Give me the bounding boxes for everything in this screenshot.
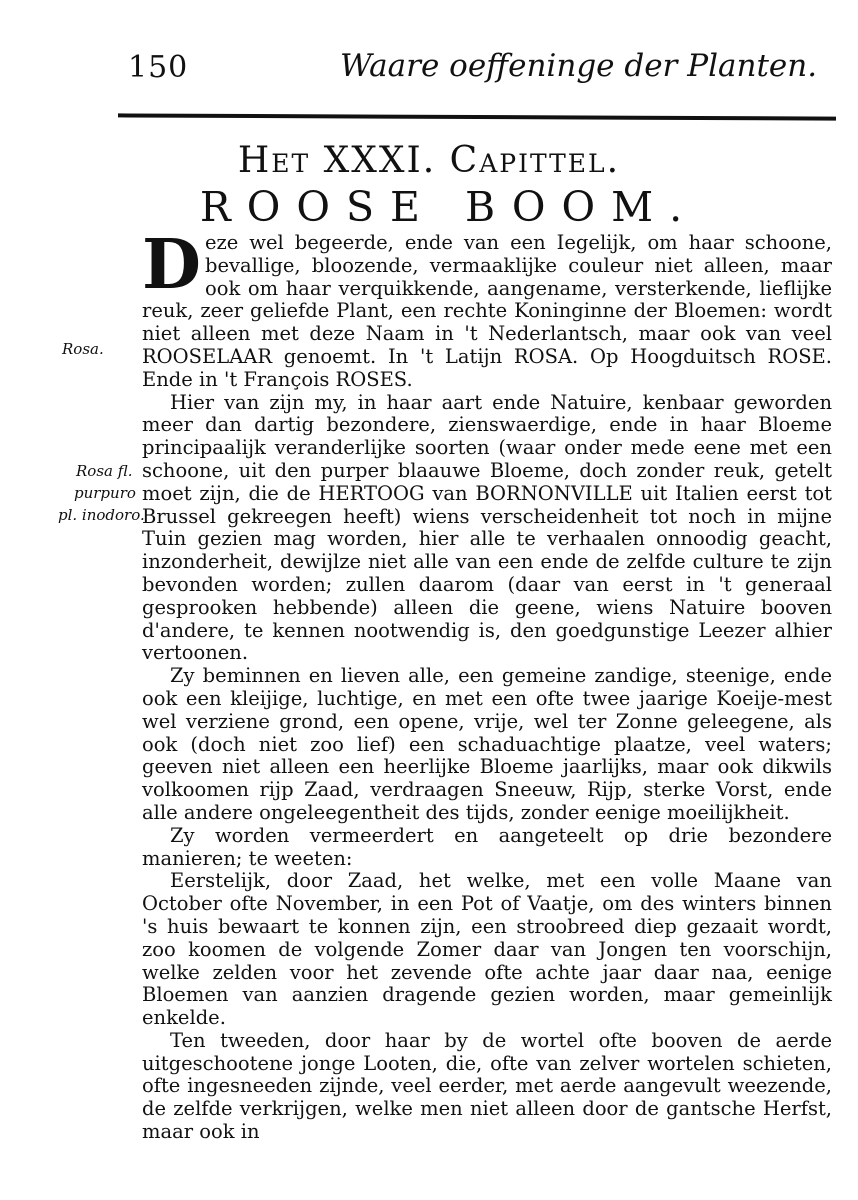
paragraph-6: Ten tweeden, door haar by de wortel ofte booven de aerde uitgeschootene jonge Looten, die, ofte van zelver wortelen schieten, ofte ingesneeden zijnde, veel eerder, met aerde aangevult weezende, de zelfde verkrijgen, welke men niet alleen door de gantsche Herfst, maar ook in bbox=[142, 1028, 832, 1144]
paragraph-3: Zy beminnen en lieven alle, een gemeine zandige, steenige, ende ook een kleijige, luchtige, en met een ofte twee jaarige Koeije-mest wel verziene grond, een opene, vrije, wel ter Zonne geleegene, als ook (doch niet zoo lief) een schaduachtige plaatze, veel waters; geeven niet alleen een heerlijke Bloeme jaarlijks, maar ook dikwils volkoomen rijp Zaad, verdraagen Sneeuw, Rijp, sterke Vorst, ende alle andere ongeleegentheit des tijds, zonder eenige moeilijkheit. bbox=[142, 664, 832, 824]
page-number: 150 bbox=[128, 50, 189, 85]
running-head bbox=[0, 44, 858, 94]
drop-cap: D bbox=[142, 225, 201, 305]
margin-note-rosa-fl: Rosa fl. bbox=[76, 462, 133, 480]
margin-note-rosa: Rosa. bbox=[62, 340, 104, 358]
body-text bbox=[142, 225, 832, 1144]
header-rule bbox=[118, 113, 836, 120]
margin-note-inodoro: pl. inodoro. bbox=[58, 506, 145, 524]
running-title: Waare oeffeninge der Planten. bbox=[340, 48, 818, 84]
chapter-subtitle: ROOSE BOOM. bbox=[199, 183, 699, 231]
margin-note-purpuro: purpuro bbox=[74, 484, 136, 502]
chapter-heading: Het XXXI. Capittel. bbox=[237, 140, 621, 181]
paragraph-2: Hier van zijn my, in haar aart ende Natuire, kenbaar geworden meer dan dartig bezondere, zienswaerdige, ende in haar Bloeme principaalijk veranderlijke soorten (waar onder mede eene met een schoone, uit den purper blaauwe Bloeme, doch zonder reuk, getelt moet zijn, die de HERTOOG van BORNONVILLE uit Italien eerst tot Brussel gekreegen heeft) wiens verscheidenheit tot noch in mijne Tuin gezien mag worden, hier alle te verhaalen onnoodig geacht, inzonderheit, dewijlze niet alle van een ende de zelfde culture te zijn bevonden worden; zullen daarom (daar van eerst in 't generaal gesprooken hebbende) alleen die geene, wiens Natuire booven d'andere, te kennen nootwendig is, den goedgunstige Leezer alhier vertoonen. bbox=[142, 390, 832, 665]
paragraph-5: Eerstelijk, door Zaad, het welke, met een volle Maane van October ofte November, in een Pot of Vaatje, om des winters binnen 's huis bewaart te konnen zijn, een stroobreed diep gezaait wordt, zoo koomen de volgende Zomer daar van Jongen ten voorschijn, welke zelden voor het zevende ofte achte jaar daar naa, eenige Bloemen van aanzien dragende gezien worden, maar gemeinlijk enkelde. bbox=[142, 869, 832, 1030]
paragraph-1 bbox=[142, 225, 832, 392]
paragraph-4: Zy worden vermeerdert en aangeteelt op drie bezondere manieren; te weeten: bbox=[142, 823, 832, 870]
paragraph-1-text: eze wel begeerde, ende van een Iegelijk, om haar schoone, bevallige, bloozende, vermaaklijke couleur niet alleen, maar ook om haar verquikkende, aangename, versterkende, lieflijke reuk, zeer geliefde Plant, een rechte Koninginne der Bloemen: wordt niet alleen met deze Naam in 't Nederlantsch, maar ook van veel ROOSELAAR genoemt. In 't Latijn ROSA. Op Hoogduitsch ROSE. Ende in 't François ROSES. bbox=[142, 231, 832, 391]
